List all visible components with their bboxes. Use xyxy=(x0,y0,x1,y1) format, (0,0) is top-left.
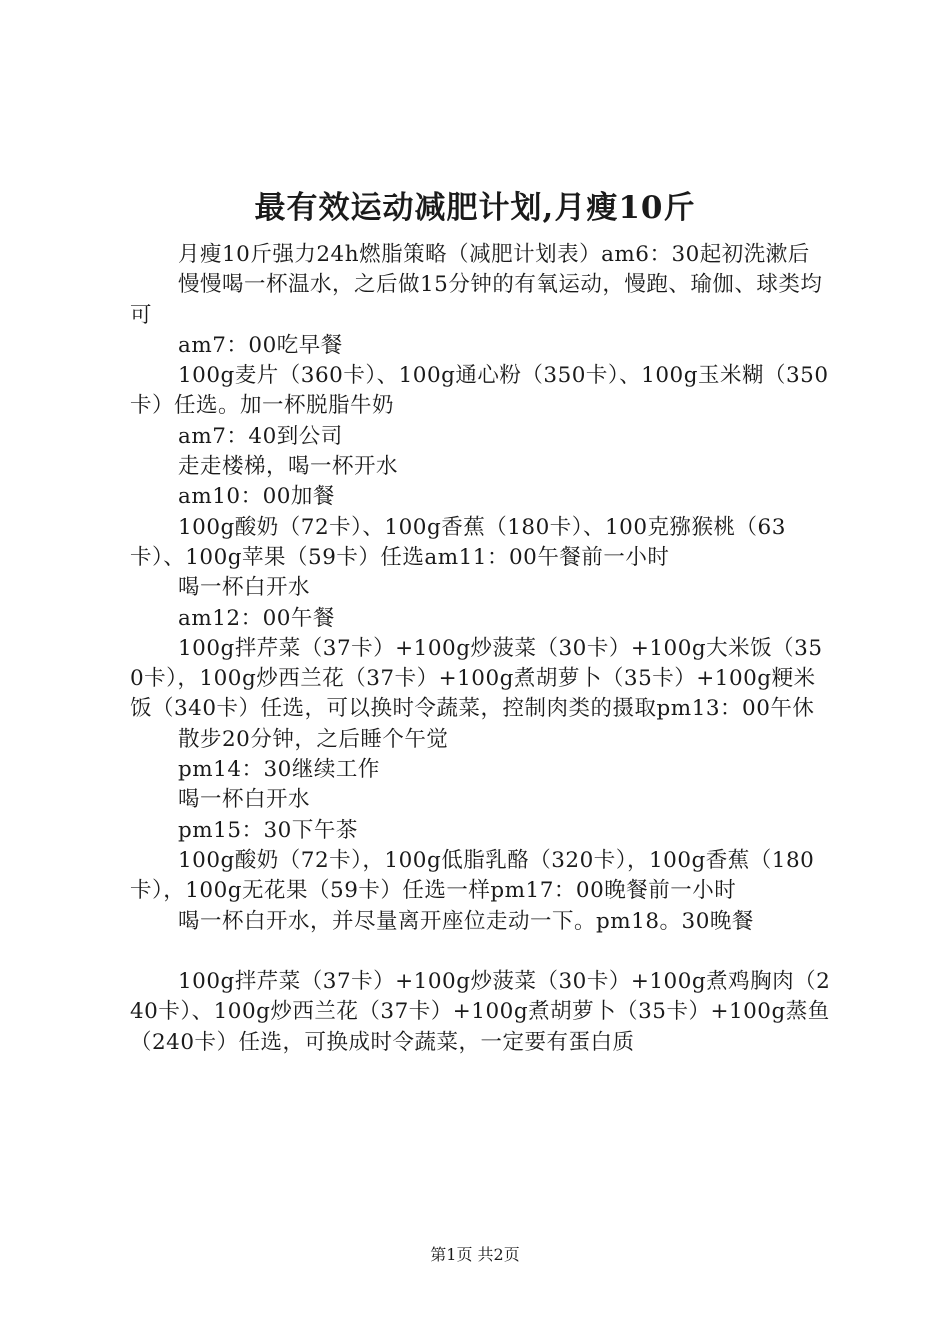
paragraph: 月瘦10斤强力24h燃脂策略（减肥计划表）am6：30起初洗漱后 xyxy=(178,242,810,267)
paragraph: am10：00加餐 xyxy=(178,484,335,510)
paragraph: 慢慢喝一杯温水，之后做15分钟的有氧运动，慢跑、瑜伽、球类均可 xyxy=(130,272,823,328)
paragraph: 喝一杯白开水 xyxy=(178,575,311,601)
blank-line xyxy=(130,937,832,967)
paragraph: 100g麦片（360卡）、100g通心粉（350卡）、100g玉米糊（350卡）任选。加一杯脱脂牛奶 xyxy=(130,363,829,419)
paragraph: 100g拌芹菜（37卡）+100g炒菠菜（30卡）+100g煮鸡胸肉（240卡）、100g炒西兰花（37卡）+100g煮胡萝卜（35卡）+100g蒸鱼（240卡）任选，可换成时令蔬菜，一定要有蛋白质 xyxy=(130,969,831,1055)
paragraph: pm15：30下午茶 xyxy=(178,817,358,843)
paragraph: pm14：30继续工作 xyxy=(178,757,380,783)
page-title: 最有效运动减肥计划,月瘦10斤 xyxy=(254,190,696,226)
document-body xyxy=(130,240,832,1058)
paragraph: 喝一杯白开水，并尽量离开座位走动一下。pm18。30晚餐 xyxy=(178,908,754,934)
paragraph: 走走楼梯，喝一杯开水 xyxy=(178,454,399,480)
paragraph: 100g拌芹菜（37卡）+100g炒菠菜（30卡）+100g大米饭（350卡），100g炒西兰花（37卡）+100g煮胡萝卜（35卡）+100g粳米饭（340卡）任选，可以换时令蔬菜，控制肉类的摄取pm13：00午休 xyxy=(130,635,823,722)
paragraph: 散步20分钟，之后睡个午觉 xyxy=(178,726,449,752)
paragraph: 100g酸奶（72卡）、100g香蕉（180卡）、100克猕猴桃（63卡）、100g苹果（59卡）任选am11：00午餐前一小时 xyxy=(130,514,786,570)
paragraph: 喝一杯白开水 xyxy=(178,787,311,813)
paragraph: am12：00午餐 xyxy=(178,605,335,631)
page-footer: 第1页 共2页 xyxy=(430,1245,520,1264)
paragraph: am7：00吃早餐 xyxy=(178,332,343,358)
paragraph: 100g酸奶（72卡），100g低脂乳酪（320卡），100g香蕉（180卡），100g无花果（59卡）任选一样pm17：00晚餐前一小时 xyxy=(130,847,815,904)
paragraph: am7：40到公司 xyxy=(178,423,343,449)
